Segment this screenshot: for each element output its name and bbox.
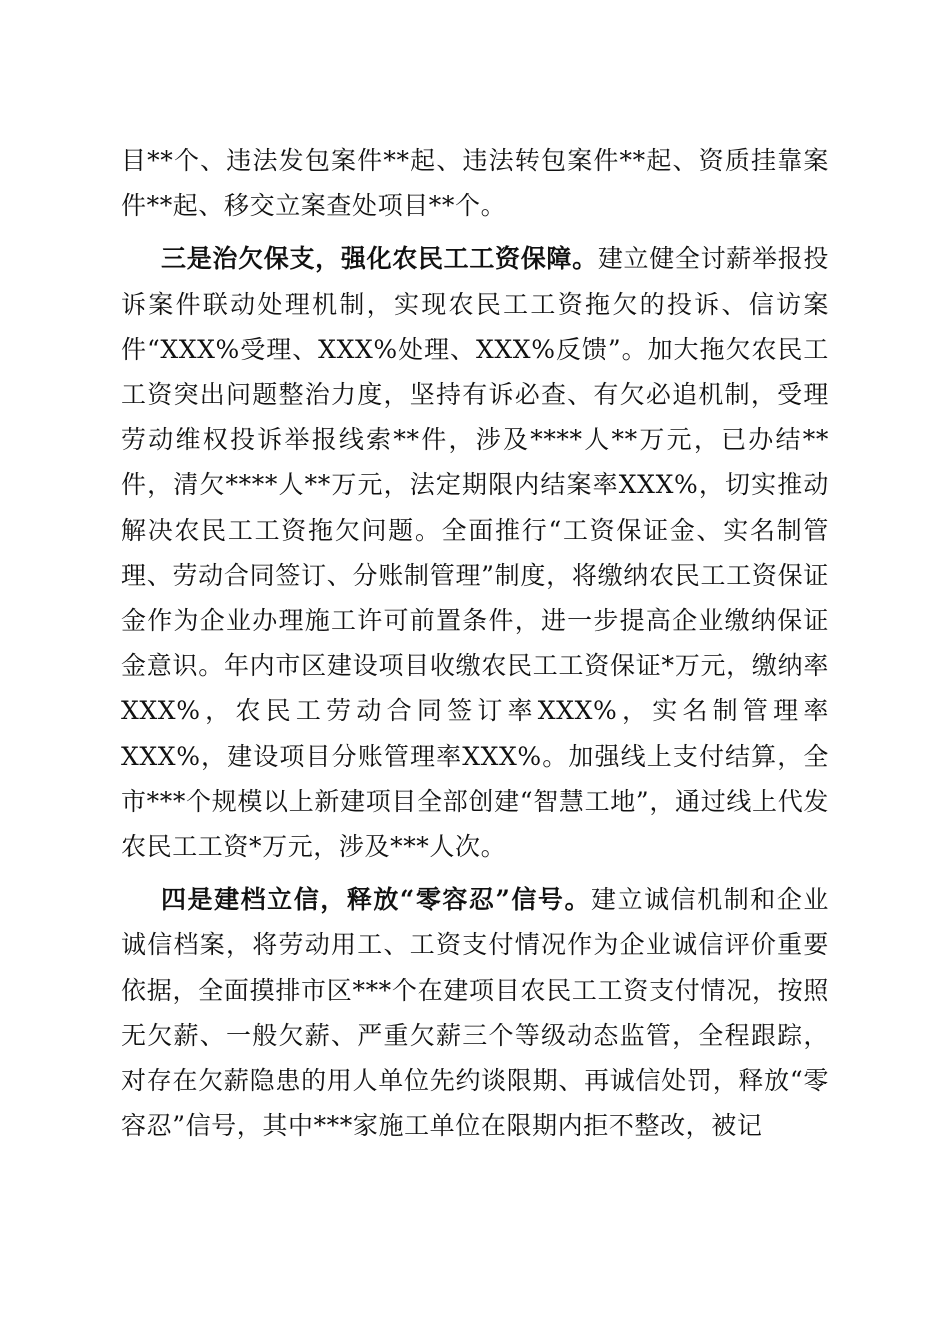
paragraph-3-lead: 四是建档立信，释放“零容忍”信号。 [161,885,592,915]
paragraph-gap [121,869,829,877]
paragraph-3-text: 建立诚信机制和企业诚信档案，将劳动用工、工资支付情况作为企业诚信评价重要依据，全面摸排市区***个在建项目农民工工资支付情况，按照无欠薪、一般欠薪、严重欠薪三个等级动态监管，全程跟踪，对存在欠薪隐患的用人单位先约谈限期、再诚信处罚，释放“零容忍”信号，其中***家施工单位在限期内拒不整改，被记 [121,885,829,1141]
document-body [121,138,829,1148]
paragraph-1 [121,138,829,228]
paragraph-2-lead: 三是治欠保支，强化农民工工资保障。 [161,244,598,274]
paragraph-3 [121,877,829,1148]
paragraph-1-text: 目**个、违法发包案件**起、违法转包案件**起、资质挂靠案件**起、移交立案查处项目**个。 [121,146,829,221]
paragraph-2-text: 建立健全讨薪举报投诉案件联动处理机制，实现农民工工资拖欠的投诉、信访案件“XXX%受理、XXX%处理、XXX%反馈”。加大拖欠农民工工资突出问题整治力度，坚持有诉必查、有欠必追机制，受理劳动维权投诉举报线索**件，涉及****人**万元，已办结**件，清欠****人**万元，法定期限内结案率XXX%，切实推动解决农民工工资拖欠问题。全面推行“工资保证金、实名制管理、劳动合同签订、分账制管理”制度，将缴纳农民工工资保证金作为企业办理施工许可前置条件，进一步提高企业缴纳保证金意识。年内市区建设项目收缴农民工工资保证*万元，缴纳率XXX%，农民工劳动合同签订率XXX%，实名制管理率XXX%，建设项目分账管理率XXX%。加强线上支付结算，全市***个规模以上新建项目全部创建“智慧工地”，通过线上代发农民工工资*万元，涉及***人次。 [121,244,829,862]
paragraph-2 [121,236,829,869]
paragraph-gap [121,228,829,236]
